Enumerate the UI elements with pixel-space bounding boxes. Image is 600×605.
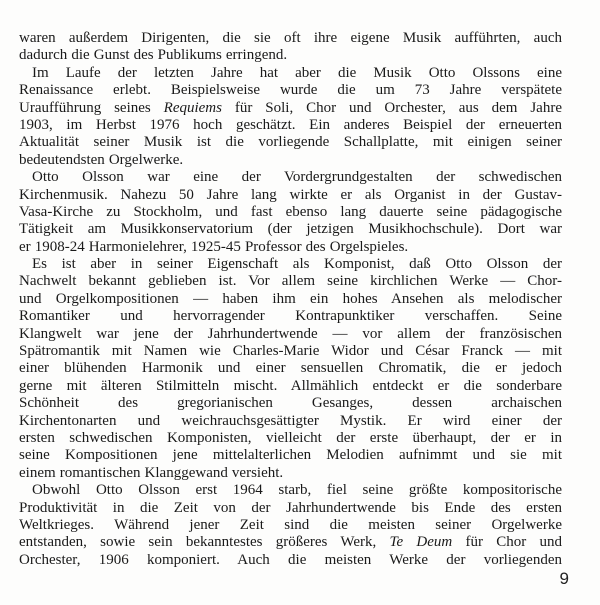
text-line	[19, 447, 562, 464]
text-run: gerne mit älteren Stilmitteln mischt. Allmählich entdeckt er die sonderbare	[19, 377, 562, 394]
text-line	[19, 47, 562, 64]
text-run: dadurch die Gunst des Publikums erringend.	[19, 47, 288, 64]
text-line	[19, 82, 562, 99]
text-run: entstanden, sowie sein bekanntestes größeres Werk,	[19, 534, 390, 551]
text-line	[19, 134, 562, 151]
text-line	[19, 343, 562, 360]
text-line	[19, 152, 562, 169]
text-run: Klangwelt war jene der Jahrhundertwende — vor allem der französischen	[19, 325, 562, 342]
text-line	[19, 117, 562, 134]
text-line	[19, 378, 562, 395]
paragraph	[19, 169, 562, 256]
text-line	[19, 500, 562, 517]
text-run: Es ist aber in seiner Eigenschaft als Komponist, daß Otto Olsson der	[32, 256, 562, 273]
text-run: Nachwelt bekannt geblieben ist. Vor allem seine kirchlichen Werke — Chor-	[19, 273, 562, 290]
text-line	[19, 187, 562, 204]
text-run: Kirchentonarten und weichrauchsgesättigter Mystik. Er wird einer der	[19, 412, 562, 429]
text-line	[19, 413, 562, 430]
text-line	[19, 204, 562, 221]
text-run: waren außerdem Dirigenten, die sie oft ihre eigene Musik aufführten, auch	[19, 30, 562, 46]
text-line	[19, 326, 562, 343]
text-line	[19, 100, 562, 117]
text-run: Kirchenmusik. Nahezu 50 Jahre lang wirkte er als Organist in der Gustav-	[19, 186, 562, 203]
text-run: Renaissance erlebt. Beispielsweise wurde die um 73 Jahre verspätete	[19, 82, 562, 99]
text-line	[19, 221, 562, 238]
text-run: 1903, im Herbst 1976 hoch geschätzt. Ein anderes Beispiel der erneuerten	[19, 116, 562, 133]
text-line	[19, 65, 562, 82]
text-line	[19, 30, 562, 47]
text-line	[19, 534, 562, 551]
text-run: Produktivität in die Zeit von der Jahrhundertwende bis Ende des ersten	[19, 499, 562, 516]
text-run: einer blühenden Harmonik und einer sensuellen Chromatik, die er jedoch	[19, 360, 562, 377]
text-run: ersten schwedischen Komponisten, vielleicht der erste überhaupt, der er in	[19, 429, 562, 446]
text-run: für Chor und	[452, 534, 562, 551]
text-line	[19, 308, 562, 325]
paragraph	[19, 256, 562, 482]
text-line	[19, 360, 562, 377]
text-run: Tätigkeit am Musikkonservatorium (der jetzigen Musikhochschule). Dort war	[19, 221, 562, 238]
italic-text-run: Te Deum	[389, 534, 453, 551]
text-line	[19, 395, 562, 412]
text-run: Vasa-Kirche zu Stockholm, und fast ebenso lang dauerte seine pädagogische	[19, 203, 562, 220]
text-run: Weltkrieges. Während jener Zeit sind die meisten seiner Orgelwerke	[19, 516, 562, 533]
text-line	[19, 552, 562, 569]
page-number: 9	[559, 569, 569, 588]
text-run: Uraufführung seines	[19, 99, 164, 116]
text-run: Schönheit des gregorianischen Gesanges, dessen archaischen	[19, 395, 562, 412]
italic-text-run: Requiems	[163, 99, 222, 116]
text-line	[19, 273, 562, 290]
text-run: er 1908-24 Harmonielehrer, 1925-45 Professor des Orgelspieles.	[19, 238, 409, 255]
text-line	[19, 256, 562, 273]
text-run: Otto Olsson war eine der Vordergrundgestalten der schwedischen	[32, 169, 562, 186]
text-run: bedeutendsten Orgelwerke.	[19, 151, 184, 168]
paragraph	[19, 65, 562, 169]
text-run: Romantiker und hervorragender Kontrapunktiker verschaffen. Seine	[19, 308, 562, 325]
paragraph	[19, 30, 562, 65]
text-line	[19, 517, 562, 534]
text-line	[19, 169, 562, 186]
text-line	[19, 482, 562, 499]
text-line	[19, 291, 562, 308]
text-run: Orchester, 1906 komponiert. Auch die meisten Werke der vorliegenden	[19, 551, 562, 568]
text-run: einem romantischen Klanggewand versieht.	[19, 464, 284, 481]
text-block	[19, 30, 562, 569]
text-run: Spätromantik mit Namen wie Charles-Marie Widor und César Franck — mit	[19, 343, 562, 360]
text-run: seine Kompositionen jene mittelalterlichen Melodien aufnimmt und sie mit	[19, 447, 562, 464]
text-run: Im Laufe der letzten Jahre hat aber die Musik Otto Olssons eine	[32, 64, 562, 81]
text-line	[19, 430, 562, 447]
text-run: und Orgelkompositionen — haben ihm ein hohes Ansehen als melodischer	[19, 290, 562, 307]
text-run: Aktualität seiner Musik ist die vorliegende Schallplatte, mit einigen seiner	[19, 134, 562, 151]
text-line	[19, 465, 562, 482]
text-run: Obwohl Otto Olsson erst 1964 starb, fiel seine größte kompositorische	[32, 482, 562, 499]
paragraph	[19, 482, 562, 569]
text-line	[19, 239, 562, 256]
text-run: für Soli, Chor und Orchester, aus dem Jahre	[221, 99, 562, 116]
